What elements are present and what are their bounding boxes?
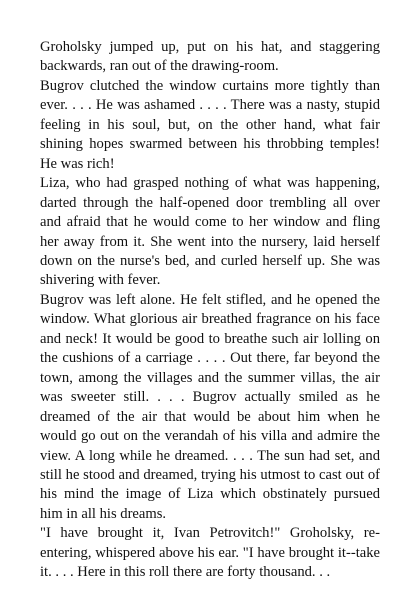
paragraph: Liza, who had grasped nothing of what was happening, darted through the half-opened door trembling all over and afraid that he would come to her window and fling her away from it. She went into the nursery, laid herself down on the nurse's bed, and curled herself up. She was shivering with fever. [40,175,380,289]
paragraph: Groholsky jumped up, put on his hat, and staggering backwards, ran out of the drawing-room. [40,39,380,75]
paragraph: Bugrov clutched the window curtains more tightly than ever. . . . He was ashamed . . . . There was a nasty, stupid feeling in his soul, but, on the other hand, what fair shining hopes swarmed between his throbbing temples! He was rich! [40,77,380,172]
document-page [40,38,380,583]
paragraph: Bugrov was left alone. He felt stifled, and he opened the window. What glorious air breathed fragrance on his face and neck! It would be good to breathe such air lolling on the cushions of a carriage . . . . Out there, far beyond the town, among the villages and the summer villas, the air was sweeter still. . . . Bugrov actually smiled as he dreamed of the air that would be about him when he would go out on the verandah of his villa and admire the view. A long while he dreamed. . . . The sun had set, and still he stood and dreamed, trying his utmost to cast out of his mind the image of Liza which obstinately pursued him in all his dreams. [40,291,380,522]
paragraph: "I have brought it, Ivan Petrovitch!" Groholsky, re-entering, whispered above his ear. "I have brought it--take it. . . . Here in this roll there are forty thousand. . . [40,525,380,581]
